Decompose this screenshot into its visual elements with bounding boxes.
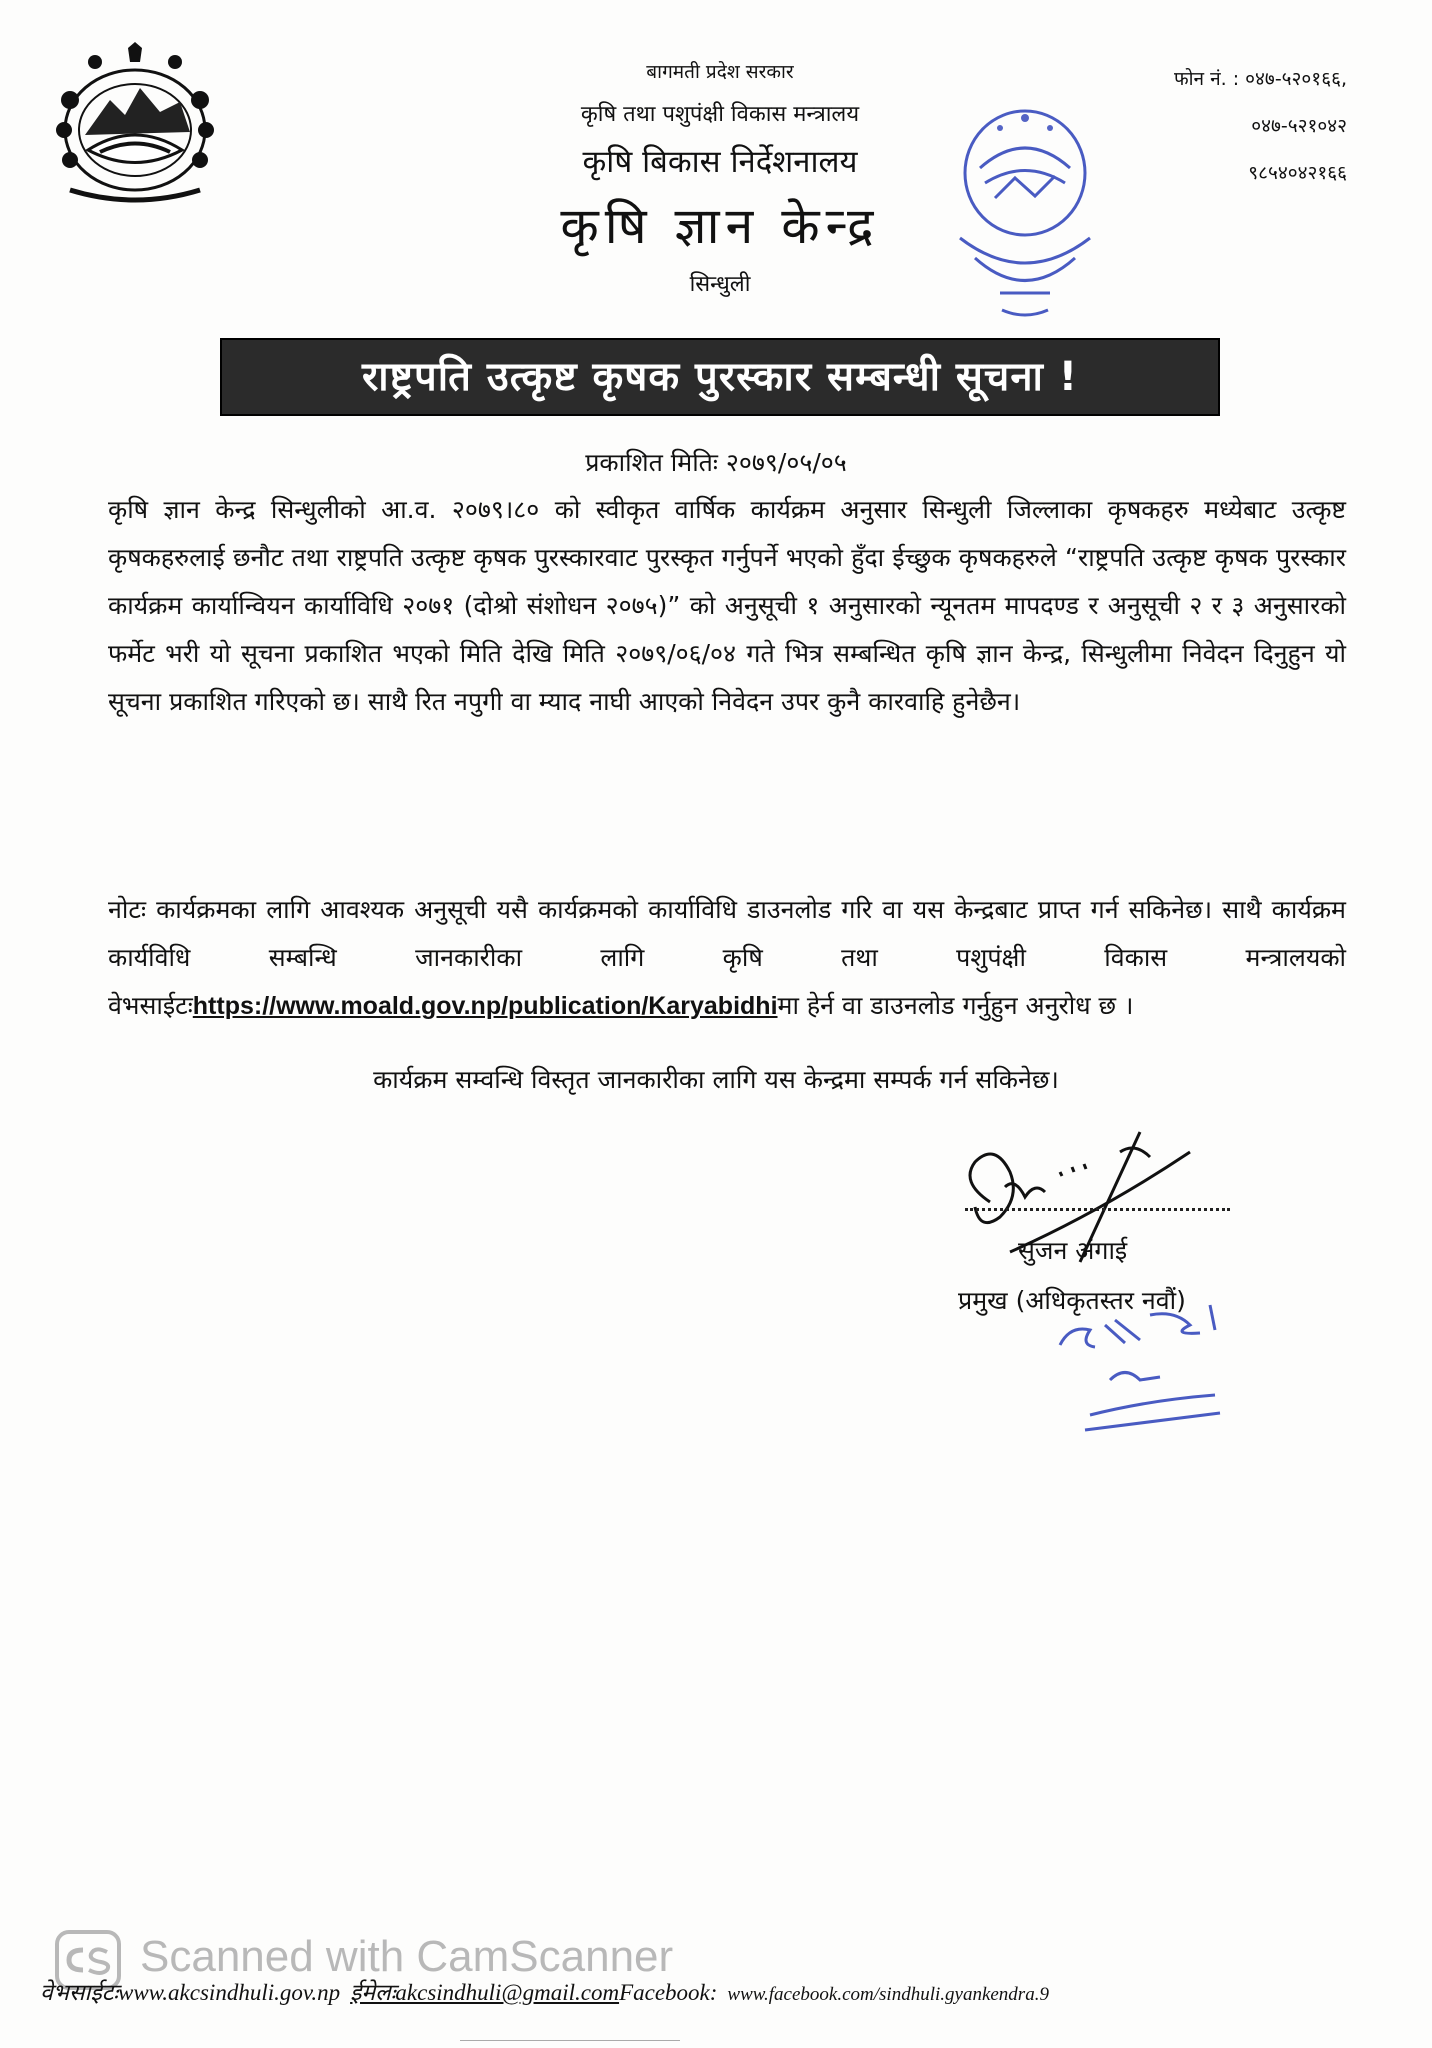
signature-line (965, 1208, 1230, 1211)
phone-line: ०४७-५२१०४२ (1251, 115, 1347, 137)
office-name: कृषि ज्ञान केन्द्र (560, 197, 880, 255)
signatory-name: सुजन अंगाई (1018, 1236, 1128, 1265)
ministry-name: कृषि तथा पशुपंक्षी विकास मन्त्रालय (580, 102, 860, 127)
government-name: बागमती प्रदेश सरकार (646, 61, 794, 83)
footer (40, 1975, 1400, 2007)
published-date: प्रकाशित मितिः २०७९/०५/०५ (585, 448, 847, 477)
note-paragraph (108, 886, 1346, 1030)
nepal-emblem-icon (40, 40, 230, 205)
letterhead (460, 50, 980, 298)
footer-facebook-url[interactable]: www.facebook.com/sindhuli.gyankendra.9 (727, 1984, 1049, 2005)
footer-website[interactable]: वेभसाईटःwww.akcsindhuli.gov.np (40, 1980, 341, 2005)
district-name: सिन्धुली (689, 272, 751, 297)
note-text-end: मा हेर्न वा डाउनलोड गर्नुहुन अनुरोध छ । (777, 991, 1134, 1020)
name-stamp-icon (1050, 1285, 1250, 1445)
bottom-rule (460, 2040, 680, 2041)
signatory-title: प्रमुख (अधिकृतस्तर नवौं) (958, 1286, 1186, 1315)
notice-title: राष्ट्रपति उत्कृष्ट कृषक पुरस्कार सम्बन्धी सूचना ! (220, 338, 1220, 416)
footer-email[interactable]: ईमेलःakcsindhuli@gmail.com (350, 1980, 620, 2005)
phone-line: ९८५४०४२१६६ (1248, 162, 1347, 184)
notice-body: कृषि ज्ञान केन्द्र सिन्धुलीको आ.व. २०७९।८० को स्वीकृत वार्षिक कार्यक्रम अनुसार सिन्धुली जिल्लाका कृषकहरु मध्येबाट उत्कृष्ट कृषकहरुलाई छनौट तथा राष्ट्रपति उत्कृष्ट कृषक पुरस्कारवाट पुरस्कृत गर्नुपर्ने भएको हुँदा ईच्छुक कृषकहरुले “राष्ट्रपति उत्कृष्ट कृषक पुरस्कार कार्यक्रम कार्यान्वियन कार्याविधि २०७१ (दोश्रो संशोधन २०७५)” को अनुसूची १ अनुसारको न्यूनतम मापदण्ड र अनुसूची २ र ३ अनुसारको फर्मेट भरी यो सूचना प्रकाशित भएको मिति देखि मिति २०७९/०६/०४ गते भित्र सम्बन्धित कृषि ज्ञान केन्द्र, सिन्धुलीमा निवेदन दिनुहुन यो सूचना प्रकाशित गरिएको छ। साथै रित नपुगी वा म्याद नाघी आएको निवेदन उपर कुनै कारवाहि हुनेछैन। (108, 495, 1346, 716)
footer-facebook-label: Facebook: (619, 1980, 718, 2005)
directorate-name: कृषि बिकास निर्देशनालय (582, 144, 858, 180)
contact-line: कार्यक्रम सम्वन्धि विस्तृत जानकारीका लागि यस केन्द्रमा सम्पर्क गर्न सकिनेछ। (373, 1065, 1059, 1094)
procedure-link[interactable]: https://www.moald.gov.np/publication/Karyabidhi (192, 992, 778, 1020)
phone-numbers (1174, 56, 1347, 197)
note-text: नोटः कार्यक्रमका लागि आवश्यक अनुसूची यसै कार्यक्रमको कार्याविधि डाउनलोड गरि वा यस केन्द्रबाट प्राप्त गर्न सकिनेछ। साथै कार्यक्रम कार्यविधि सम्बन्धि जानकारीका लागि कृषि तथा पशुपंक्षी विकास मन्त्रालयको वेभसाईटः (108, 895, 1346, 1020)
phone-line: फोन नं. : ०४७-५२०१६६, (1173, 68, 1347, 90)
watermark-text: Scanned with CamScanner (140, 1932, 674, 1981)
office-stamp-icon (940, 88, 1110, 328)
